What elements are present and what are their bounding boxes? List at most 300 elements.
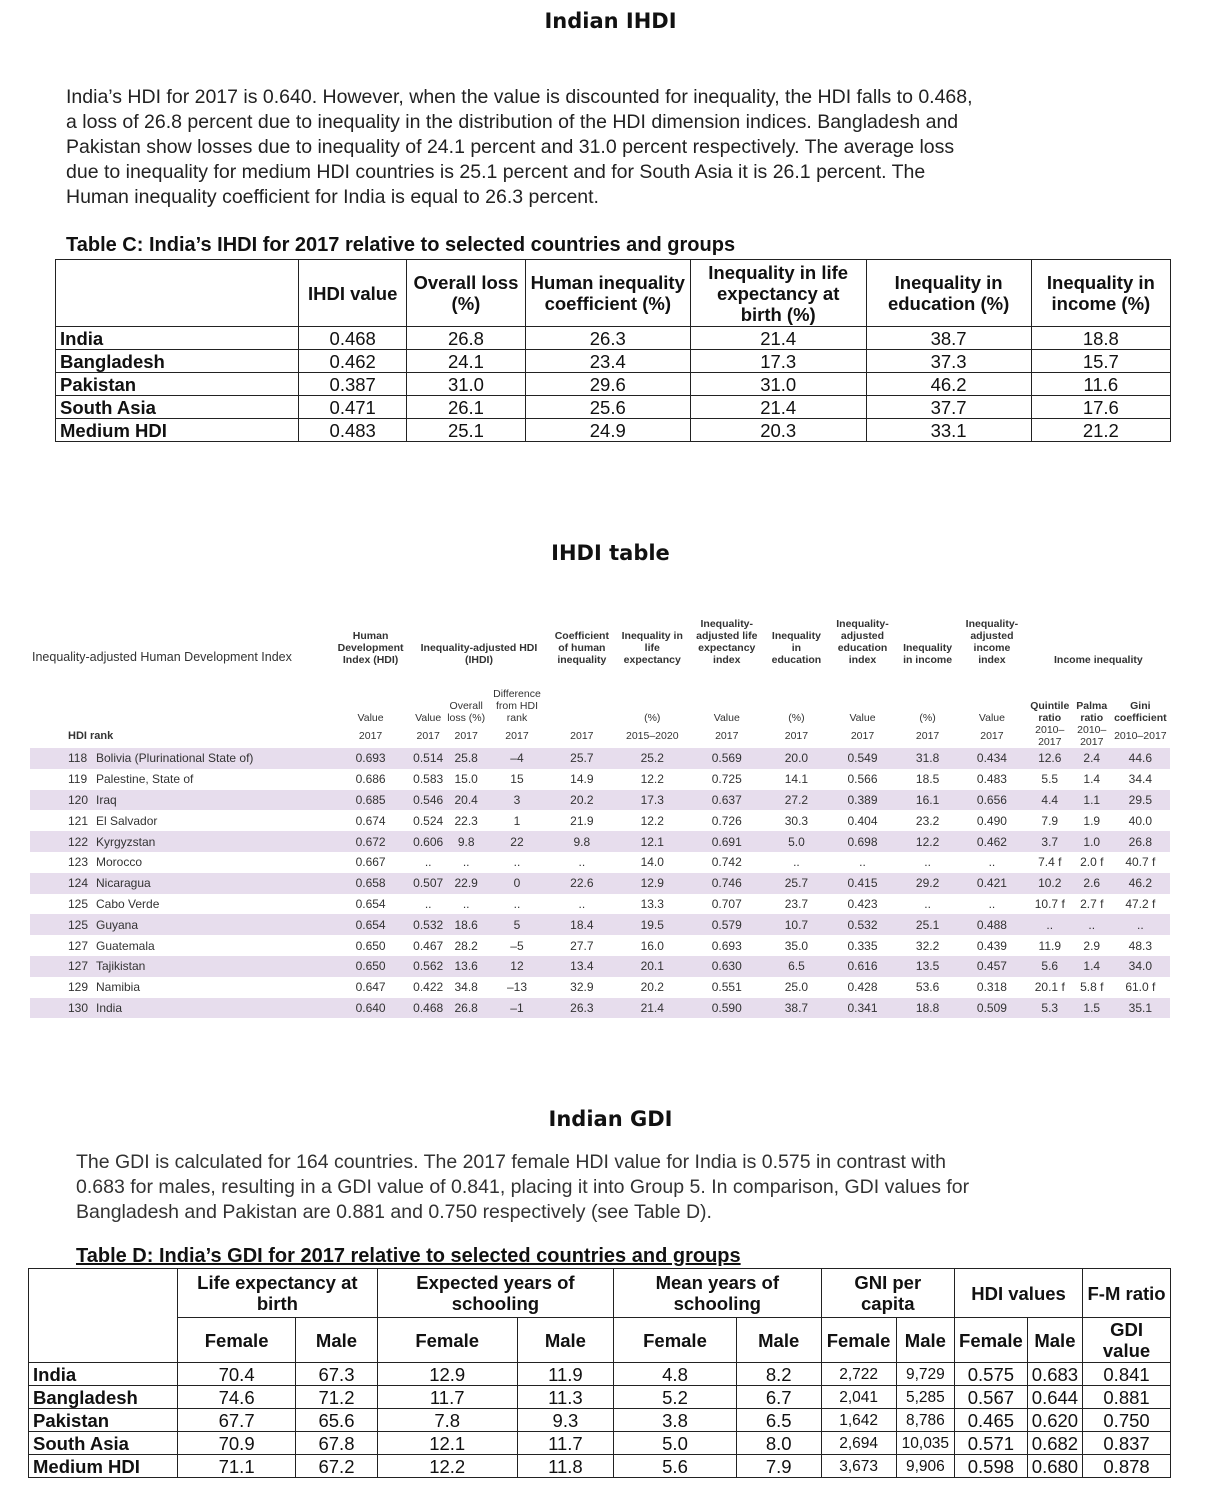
sub-header: Value bbox=[978, 712, 1005, 724]
table-cell: 0.483 bbox=[976, 772, 1007, 787]
table-cell: 13.5 bbox=[898, 956, 957, 977]
table-cell: .. bbox=[1111, 914, 1170, 935]
table-row bbox=[30, 977, 1170, 998]
hdi-rank: 130 bbox=[68, 1000, 89, 1015]
table-cell: 0.571 bbox=[955, 1432, 1028, 1455]
table-cell: 0.335 bbox=[847, 938, 878, 953]
table-cell: 0.583 bbox=[413, 772, 444, 787]
table-cell: 7.9 bbox=[736, 1455, 821, 1478]
table-cell: .. bbox=[462, 896, 470, 911]
table-cell: 0.672 bbox=[330, 831, 411, 852]
table-cell: 29.2 bbox=[898, 873, 957, 894]
table-cell: 9.8 bbox=[547, 831, 617, 852]
table-cell: 7.8 bbox=[377, 1409, 517, 1432]
hdi-rank: 121 bbox=[68, 813, 89, 828]
table-cell: 34.8 bbox=[454, 980, 478, 995]
table-cell: 12.2 bbox=[377, 1455, 517, 1478]
table-cell: 15.7 bbox=[1031, 350, 1170, 373]
year-header: 2017 bbox=[715, 730, 739, 742]
country-cell bbox=[30, 977, 330, 998]
table-cell: 16.1 bbox=[898, 790, 957, 811]
table-cell: 24.9 bbox=[525, 419, 690, 442]
year-header: 2017 bbox=[505, 730, 529, 742]
table-cell: 0.415 bbox=[827, 873, 898, 894]
table-cell: 31.0 bbox=[690, 373, 866, 396]
table-row bbox=[56, 373, 1171, 396]
table-cell: 11.9 bbox=[517, 1363, 613, 1386]
table-cell: 32.9 bbox=[570, 980, 594, 995]
section-heading-indian-ihdi: Indian IHDI bbox=[544, 9, 677, 33]
table-row bbox=[56, 396, 1171, 419]
table-cell: 1.0 bbox=[1073, 831, 1111, 852]
year-header: 2017 bbox=[915, 730, 940, 742]
sub-header: Male bbox=[896, 1318, 954, 1363]
table-cell: 0.750 bbox=[1083, 1409, 1171, 1432]
table-cell: 0.881 bbox=[1083, 1386, 1171, 1409]
table-row bbox=[29, 1363, 1171, 1386]
table-cell: 0.656 bbox=[957, 790, 1027, 811]
table-cell: 2.7 f bbox=[1080, 896, 1104, 911]
table-cell: 25.8 bbox=[445, 748, 487, 769]
hdi-rank-label: HDI rank bbox=[68, 730, 114, 742]
table-cell: 0.462 bbox=[957, 831, 1027, 852]
country-name: Iraq bbox=[96, 792, 117, 807]
table-row bbox=[30, 831, 1170, 852]
table-cell: 0.742 bbox=[711, 855, 742, 870]
table-cell: 0.644 bbox=[1027, 1386, 1082, 1409]
table-cell: 0.567 bbox=[955, 1386, 1028, 1409]
table-cell: 0.462 bbox=[299, 350, 407, 373]
table-header: Mean years of schooling bbox=[614, 1269, 821, 1318]
table-cell: 26.8 bbox=[445, 998, 487, 1019]
table-cell: 9.8 bbox=[445, 831, 487, 852]
table-cell: 25.7 bbox=[547, 748, 617, 769]
table-cell: 0.488 bbox=[957, 914, 1027, 935]
table-cell: 0.389 bbox=[827, 790, 898, 811]
table-cell: 0.457 bbox=[957, 956, 1027, 977]
table-row bbox=[30, 748, 1170, 769]
table-cell: 0.341 bbox=[827, 998, 898, 1019]
table-cell: 0.532 bbox=[827, 914, 898, 935]
table-cell: 3,673 bbox=[821, 1455, 896, 1478]
table-cell: 61.0 f bbox=[1125, 980, 1156, 995]
table-cell: 26.8 bbox=[407, 327, 525, 350]
table-row bbox=[30, 852, 1170, 873]
table-cell: 0.546 bbox=[411, 790, 445, 811]
table-cell: 0.509 bbox=[957, 998, 1027, 1019]
hdi-rank: 127 bbox=[68, 959, 89, 974]
table-cell: 11.8 bbox=[517, 1455, 613, 1478]
table-cell: 0.404 bbox=[847, 813, 878, 828]
table-cell: 6.5 bbox=[736, 1409, 821, 1432]
country-name: Tajikistan bbox=[96, 959, 146, 974]
table-cell: 0.468 bbox=[411, 998, 445, 1019]
table-cell: 0.483 bbox=[299, 419, 407, 442]
table-cell: 14.9 bbox=[570, 772, 594, 787]
hdi-rank: 127 bbox=[68, 938, 89, 953]
table-cell: 38.7 bbox=[766, 998, 827, 1019]
table-cell: 1,642 bbox=[821, 1409, 896, 1432]
country-cell bbox=[30, 914, 330, 935]
hdi-rank: 122 bbox=[68, 834, 89, 849]
table-cell: 0.654 bbox=[330, 914, 411, 935]
table-cell: .. bbox=[1027, 914, 1073, 935]
table-cell: 0.421 bbox=[957, 873, 1027, 894]
table-cell: –5 bbox=[510, 938, 524, 953]
year-header: 2017 bbox=[416, 730, 440, 742]
table-cell: 0 bbox=[487, 873, 547, 894]
table-cell: 34.0 bbox=[1111, 956, 1170, 977]
table-cell: 0.590 bbox=[688, 998, 766, 1019]
table-cell: 20.2 bbox=[547, 790, 617, 811]
sub-header: Male bbox=[296, 1318, 377, 1363]
sub-header: Female bbox=[821, 1318, 896, 1363]
country-name: Palestine, State of bbox=[96, 772, 194, 787]
table-cell: 11.9 bbox=[1038, 938, 1061, 953]
table-cell: 7.9 bbox=[1041, 813, 1059, 828]
table-cell: 14.0 bbox=[640, 855, 664, 870]
table-cell: 8,786 bbox=[896, 1409, 954, 1432]
hdi-rank: 123 bbox=[68, 855, 89, 870]
table-cell: 0.620 bbox=[1027, 1409, 1082, 1432]
table-cell: 67.3 bbox=[296, 1363, 377, 1386]
year-header: 2017 bbox=[980, 730, 1004, 742]
table-cell: 9,906 bbox=[896, 1455, 954, 1478]
table-cell: 0.532 bbox=[411, 914, 445, 935]
table-cell: 21.2 bbox=[1031, 419, 1170, 442]
table-cell: 0.640 bbox=[330, 998, 411, 1019]
table-cell: 11.7 bbox=[377, 1386, 517, 1409]
table-cell: 1 bbox=[513, 813, 521, 828]
table-header: Inequality in life expectancy at birth (%) bbox=[690, 260, 866, 327]
table-cell: 29.5 bbox=[1111, 790, 1170, 811]
table-cell: 8.2 bbox=[736, 1363, 821, 1386]
table-header: Life expectancy at birth bbox=[178, 1269, 378, 1318]
year-header: 2015–2020 bbox=[625, 730, 679, 742]
table-cell: 34.4 bbox=[1128, 772, 1153, 787]
sub-header: Female bbox=[955, 1318, 1028, 1363]
table-cell: 21.4 bbox=[690, 327, 866, 350]
row-label: Bangladesh bbox=[29, 1386, 178, 1409]
table-cell: .. bbox=[424, 896, 432, 911]
table-cell: 12 bbox=[487, 956, 547, 977]
table-cell: 67.2 bbox=[296, 1455, 377, 1478]
table-cell: 12.2 bbox=[640, 813, 664, 828]
table-cell: 70.4 bbox=[178, 1363, 296, 1386]
table-row bbox=[30, 956, 1170, 977]
group-header-ineq-income: Inequality in income bbox=[903, 642, 953, 666]
table-cell: 0.423 bbox=[847, 896, 878, 911]
group-header-ineq-edu: Inequality in education bbox=[771, 630, 822, 666]
table-cell: 0.683 bbox=[1027, 1363, 1082, 1386]
table-cell: 0.514 bbox=[411, 748, 445, 769]
table-cell: 0.387 bbox=[299, 373, 407, 396]
table-cell: 0.647 bbox=[355, 980, 386, 995]
table-cell: 0.674 bbox=[355, 813, 386, 828]
table-cell: 22.6 bbox=[547, 873, 617, 894]
table-cell: 12.9 bbox=[377, 1363, 517, 1386]
table-cell: 18.6 bbox=[445, 914, 487, 935]
table-row bbox=[29, 1455, 1171, 1478]
table-cell: 9,729 bbox=[896, 1363, 954, 1386]
table-cell: .. bbox=[513, 855, 521, 870]
table-d-caption: Table D: India’s GDI for 2017 relative to selected countries and groups bbox=[76, 1245, 741, 1267]
hdi-rank: 124 bbox=[68, 876, 89, 891]
table-cell: 5 bbox=[487, 914, 547, 935]
table-cell: 5.8 f bbox=[1080, 980, 1104, 995]
table-cell: 2,722 bbox=[821, 1363, 896, 1386]
table-cell: 22 bbox=[487, 831, 547, 852]
table-cell: 27.7 bbox=[570, 938, 594, 953]
year-header: 2017 bbox=[784, 730, 809, 742]
country-cell bbox=[30, 810, 330, 831]
paragraph-line: due to inequality for medium HDI countries is 25.1 percent and for South Asia it is 26.1 percent. The bbox=[66, 161, 926, 183]
table-cell: –4 bbox=[487, 748, 547, 769]
table-cell: 18.8 bbox=[1031, 327, 1170, 350]
hdi-rank: 125 bbox=[68, 896, 89, 911]
country-name: Morocco bbox=[96, 855, 143, 870]
table-cell: 33.1 bbox=[866, 419, 1031, 442]
table-cell: 9.3 bbox=[517, 1409, 613, 1432]
table-cell: 37.7 bbox=[866, 396, 1031, 419]
paragraph-line: Pakistan show losses due to inequality of 24.1 percent and 31.0 percent respectively. The average loss bbox=[66, 136, 955, 158]
section-heading-indian-gdi: Indian GDI bbox=[548, 1107, 673, 1131]
table-cell: 21.4 bbox=[617, 998, 688, 1019]
sub-header: Palma ratio bbox=[1076, 700, 1108, 724]
table-cell: 0.658 bbox=[330, 873, 411, 894]
group-header-hdi: Human Development Index (HDI) bbox=[337, 630, 404, 666]
sub-header: (%) bbox=[919, 712, 936, 724]
table-cell: 46.2 bbox=[1111, 873, 1170, 894]
table-cell: 5.5 bbox=[1041, 772, 1059, 787]
table-row bbox=[30, 769, 1170, 790]
table-row bbox=[29, 1432, 1171, 1455]
country-name: Kyrgyzstan bbox=[96, 834, 156, 849]
table-cell: 12.6 bbox=[1027, 748, 1073, 769]
table-cell: 6.7 bbox=[736, 1386, 821, 1409]
table-cell: 0.439 bbox=[976, 938, 1007, 953]
table-cell: 27.2 bbox=[766, 790, 827, 811]
table-cell: 22.9 bbox=[445, 873, 487, 894]
table-cell: 12.2 bbox=[898, 831, 957, 852]
table-cell: 46.2 bbox=[866, 373, 1031, 396]
table-cell: 0.654 bbox=[355, 896, 386, 911]
sub-header: Female bbox=[178, 1318, 296, 1363]
table-cell: 5.6 bbox=[614, 1455, 737, 1478]
table-cell: .. bbox=[988, 855, 996, 870]
year-header: 2017 bbox=[850, 730, 875, 742]
table-cell: 20.4 bbox=[445, 790, 487, 811]
table-cell: 24.1 bbox=[407, 350, 525, 373]
table-cell: 37.3 bbox=[866, 350, 1031, 373]
sub-header: Male bbox=[1027, 1318, 1082, 1363]
table-cell: 2.4 bbox=[1073, 748, 1111, 769]
table-cell: 0.549 bbox=[827, 748, 898, 769]
table-cell: 0.428 bbox=[847, 980, 878, 995]
hdi-rank: 119 bbox=[68, 772, 88, 787]
table-cell: 0.686 bbox=[355, 772, 386, 787]
table-cell: 29.6 bbox=[525, 373, 690, 396]
table-cell: 21.9 bbox=[570, 813, 594, 828]
table-cell: 47.2 f bbox=[1125, 896, 1156, 911]
table-cell: 53.6 bbox=[915, 980, 940, 995]
table-header: HDI values bbox=[955, 1269, 1083, 1318]
table-cell: 2.0 f bbox=[1080, 855, 1104, 870]
table-cell: 28.2 bbox=[454, 938, 478, 953]
table-cell: 35.0 bbox=[784, 938, 809, 953]
table-header: Inequality in income (%) bbox=[1031, 260, 1170, 327]
table-cell: 0.691 bbox=[688, 831, 766, 852]
table-cell: 26.1 bbox=[407, 396, 525, 419]
country-cell bbox=[30, 769, 330, 790]
group-header-adj-income: Inequality-adjusted income index bbox=[965, 618, 1019, 666]
table-cell: 38.7 bbox=[866, 327, 1031, 350]
row-label: South Asia bbox=[29, 1432, 178, 1455]
table-row bbox=[30, 810, 1170, 831]
table-cell: .. bbox=[578, 896, 586, 911]
table-cell: 2,041 bbox=[821, 1386, 896, 1409]
table-cell: 18.5 bbox=[915, 772, 940, 787]
table-cell: –1 bbox=[487, 998, 547, 1019]
table-row bbox=[56, 327, 1171, 350]
table-cell: –13 bbox=[506, 980, 527, 995]
table-cell: 11.6 bbox=[1031, 373, 1170, 396]
table-cell: 67.7 bbox=[178, 1409, 296, 1432]
table-row bbox=[30, 790, 1170, 811]
table-cell: 20.2 bbox=[640, 980, 664, 995]
table-cell: 0.422 bbox=[413, 980, 444, 995]
country-cell bbox=[30, 873, 330, 894]
table-cell: 0.698 bbox=[827, 831, 898, 852]
table-cell: 13.3 bbox=[640, 896, 664, 911]
table-cell: 32.2 bbox=[915, 938, 940, 953]
table-cell: 1.1 bbox=[1073, 790, 1111, 811]
sub-header: Difference from HDI rank bbox=[493, 688, 541, 724]
table-cell: 1.9 bbox=[1083, 813, 1101, 828]
year-header: 2017 bbox=[570, 730, 594, 742]
table-header-empty bbox=[29, 1269, 178, 1363]
country-name: Guyana bbox=[96, 917, 139, 932]
year-header: 2010–2017 bbox=[1077, 724, 1107, 748]
country-name: Namibia bbox=[96, 980, 141, 995]
table-row bbox=[30, 894, 1170, 915]
country-name: Cabo Verde bbox=[96, 896, 160, 911]
table-cell: 5.0 bbox=[766, 831, 827, 852]
table-cell: 31.0 bbox=[407, 373, 525, 396]
table-cell: 12.9 bbox=[617, 873, 688, 894]
country-cell bbox=[30, 956, 330, 977]
table-cell: 0.837 bbox=[1083, 1432, 1171, 1455]
row-label: Pakistan bbox=[29, 1409, 178, 1432]
table-cell: 3 bbox=[487, 790, 547, 811]
group-header-adj-life: Inequality-adjusted life expectancy index bbox=[696, 618, 758, 666]
country-cell bbox=[30, 935, 330, 956]
table-cell: .. bbox=[988, 896, 996, 911]
table-cell: 0.467 bbox=[413, 938, 444, 953]
table-cell: 74.6 bbox=[178, 1386, 296, 1409]
table-cell: 0.707 bbox=[711, 896, 742, 911]
sub-header: Value bbox=[849, 712, 876, 724]
table-cell: 1.4 bbox=[1073, 956, 1111, 977]
table-cell: 10.7 bbox=[766, 914, 827, 935]
table-header: Inequality in education (%) bbox=[866, 260, 1031, 327]
table-cell: 0.434 bbox=[957, 748, 1027, 769]
table-row bbox=[29, 1409, 1171, 1432]
table-cell: 5.0 bbox=[614, 1432, 737, 1455]
table-c bbox=[55, 259, 1171, 442]
table-cell: 26.3 bbox=[525, 327, 690, 350]
table-cell: 14.1 bbox=[784, 772, 809, 787]
country-name: El Salvador bbox=[96, 813, 158, 828]
table-header: GNI per capita bbox=[821, 1269, 955, 1318]
table-cell: 0.746 bbox=[688, 873, 766, 894]
table-cell: 0.616 bbox=[827, 956, 898, 977]
group-header-adj-edu: Inequality-adjusted education index bbox=[836, 618, 889, 666]
table-cell: 5.6 bbox=[1027, 956, 1073, 977]
table-cell: 0.650 bbox=[330, 956, 411, 977]
table-cell: 11.3 bbox=[517, 1386, 613, 1409]
paragraph-line: Human inequality coefficient for India is equal to 26.3 percent. bbox=[66, 186, 599, 208]
table-cell: 40.7 f bbox=[1125, 855, 1156, 870]
row-label: South Asia bbox=[56, 396, 299, 419]
table-cell: 5,285 bbox=[896, 1386, 954, 1409]
table-cell: 25.1 bbox=[898, 914, 957, 935]
row-label: India bbox=[56, 327, 299, 350]
table-cell: 0.680 bbox=[1027, 1455, 1082, 1478]
sub-header: Female bbox=[377, 1318, 517, 1363]
paragraph-line: Bangladesh and Pakistan are 0.881 and 0.750 respectively (see Table D). bbox=[76, 1201, 712, 1223]
year-header: 2010–2017 bbox=[1114, 730, 1167, 742]
table-cell: .. bbox=[578, 855, 586, 870]
table-cell: 19.5 bbox=[617, 914, 688, 935]
table-cell: 22.3 bbox=[454, 813, 478, 828]
table-cell: 12.1 bbox=[377, 1432, 517, 1455]
ihdi-paragraph bbox=[66, 85, 1083, 210]
table-cell: 1.4 bbox=[1083, 772, 1101, 787]
row-label: Bangladesh bbox=[56, 350, 299, 373]
table-header: Overall loss (%) bbox=[407, 260, 525, 327]
sub-header: Value bbox=[415, 712, 442, 724]
table-row bbox=[30, 935, 1170, 956]
year-header: 2017 bbox=[358, 730, 383, 742]
table-cell: 0.726 bbox=[711, 813, 742, 828]
table-cell: 10.2 bbox=[1027, 873, 1073, 894]
country-cell bbox=[30, 748, 330, 769]
table-cell: .. bbox=[424, 855, 432, 870]
sub-header: Female bbox=[614, 1318, 737, 1363]
table-cell: 3.7 bbox=[1027, 831, 1073, 852]
table-cell: 0.468 bbox=[299, 327, 407, 350]
sub-header: Male bbox=[517, 1318, 613, 1363]
table-header: IHDI value bbox=[299, 260, 407, 327]
hdi-rank: 125 bbox=[68, 917, 89, 932]
table-cell: 12.2 bbox=[640, 772, 664, 787]
table-cell: 0.693 bbox=[711, 938, 742, 953]
sub-header: Value bbox=[357, 712, 384, 724]
table-cell: .. bbox=[513, 896, 521, 911]
paragraph-line: 0.683 for males, resulting in a GDI value of 0.841, placing it into Group 5. In comparison, GDI values for bbox=[76, 1176, 970, 1198]
table-cell: 2,694 bbox=[821, 1432, 896, 1455]
country-name: India bbox=[96, 1000, 123, 1015]
ihdi-table bbox=[30, 610, 1170, 1018]
table-cell: .. bbox=[924, 855, 931, 870]
table-cell: 0.575 bbox=[955, 1363, 1028, 1386]
table-cell: 35.1 bbox=[1111, 998, 1170, 1019]
table-header: Expected years of schooling bbox=[377, 1269, 613, 1318]
table-cell: 0.682 bbox=[1027, 1432, 1082, 1455]
sub-header bbox=[547, 666, 617, 724]
table-cell: 13.6 bbox=[445, 956, 487, 977]
